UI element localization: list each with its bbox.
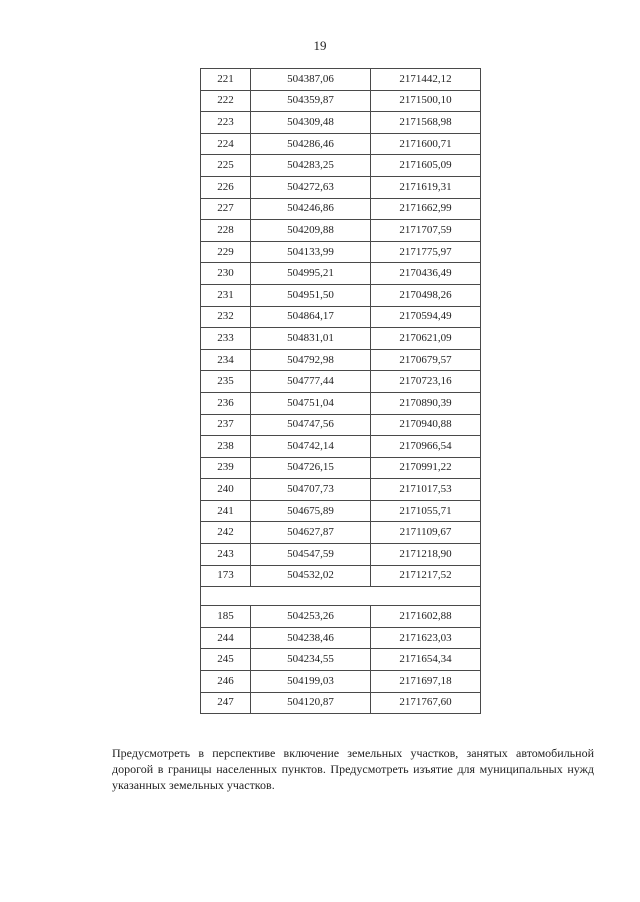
table-row [201,565,481,587]
table-row [201,371,481,393]
point-number-cell: 243 [201,544,251,566]
table-row [201,198,481,220]
point-number-cell: 225 [201,155,251,177]
y-coordinate-cell: 2171055,71 [371,500,481,522]
y-coordinate-cell: 2171602,88 [371,606,481,628]
table-row [201,606,481,628]
coordinates-table-body [201,69,481,714]
table-row [201,587,481,606]
x-coordinate-cell: 504238,46 [251,627,371,649]
x-coordinate-cell: 504726,15 [251,457,371,479]
table-row [201,544,481,566]
point-number-cell: 233 [201,328,251,350]
x-coordinate-cell: 504309,48 [251,112,371,134]
table-row [201,133,481,155]
point-number-cell: 235 [201,371,251,393]
table-row [201,671,481,693]
point-number-cell: 245 [201,649,251,671]
y-coordinate-cell: 2171619,31 [371,176,481,198]
y-coordinate-cell: 2171662,99 [371,198,481,220]
x-coordinate-cell: 504831,01 [251,328,371,350]
point-number-cell: 230 [201,263,251,285]
x-coordinate-cell: 504751,04 [251,392,371,414]
point-number-cell: 221 [201,69,251,91]
y-coordinate-cell: 2171109,67 [371,522,481,544]
table-row [201,306,481,328]
x-coordinate-cell: 504792,98 [251,349,371,371]
x-coordinate-cell: 504627,87 [251,522,371,544]
y-coordinate-cell: 2171623,03 [371,627,481,649]
table-row [201,241,481,263]
table-row [201,627,481,649]
y-coordinate-cell: 2170594,49 [371,306,481,328]
empty-separator-cell [201,587,481,606]
point-number-cell: 229 [201,241,251,263]
table-row [201,112,481,134]
table-row [201,176,481,198]
x-coordinate-cell: 504359,87 [251,90,371,112]
y-coordinate-cell: 2170436,49 [371,263,481,285]
point-number-cell: 223 [201,112,251,134]
table-row [201,155,481,177]
table-row [201,500,481,522]
y-coordinate-cell: 2170679,57 [371,349,481,371]
y-coordinate-cell: 2171697,18 [371,671,481,693]
point-number-cell: 227 [201,198,251,220]
x-coordinate-cell: 504532,02 [251,565,371,587]
table-row [201,457,481,479]
point-number-cell: 222 [201,90,251,112]
y-coordinate-cell: 2170723,16 [371,371,481,393]
point-number-cell: 232 [201,306,251,328]
x-coordinate-cell: 504283,25 [251,155,371,177]
x-coordinate-cell: 504234,55 [251,649,371,671]
table-row [201,328,481,350]
x-coordinate-cell: 504864,17 [251,306,371,328]
point-number-cell: 246 [201,671,251,693]
x-coordinate-cell: 504133,99 [251,241,371,263]
y-coordinate-cell: 2171654,34 [371,649,481,671]
table-row [201,263,481,285]
x-coordinate-cell: 504547,59 [251,544,371,566]
x-coordinate-cell: 504286,46 [251,133,371,155]
note-paragraph: Предусмотреть в перспективе включение земельных участков, занятых автомобильной дорогой в границы населенных пунктов. Предусмотреть изъятие для муниципальных нужд указанных земельных участков. [112,746,594,792]
y-coordinate-cell: 2171707,59 [371,220,481,242]
point-number-cell: 237 [201,414,251,436]
point-number-cell: 173 [201,565,251,587]
x-coordinate-cell: 504253,26 [251,606,371,628]
point-number-cell: 234 [201,349,251,371]
table-row [201,284,481,306]
y-coordinate-cell: 2170890,39 [371,392,481,414]
x-coordinate-cell: 504120,87 [251,692,371,714]
point-number-cell: 244 [201,627,251,649]
x-coordinate-cell: 504209,88 [251,220,371,242]
y-coordinate-cell: 2171017,53 [371,479,481,501]
x-coordinate-cell: 504995,21 [251,263,371,285]
y-coordinate-cell: 2170621,09 [371,328,481,350]
y-coordinate-cell: 2171767,60 [371,692,481,714]
point-number-cell: 241 [201,500,251,522]
y-coordinate-cell: 2171605,09 [371,155,481,177]
point-number-cell: 231 [201,284,251,306]
y-coordinate-cell: 2171500,10 [371,90,481,112]
coordinates-table [200,68,481,714]
point-number-cell: 239 [201,457,251,479]
table-row [201,414,481,436]
table-row [201,392,481,414]
point-number-cell: 236 [201,392,251,414]
x-coordinate-cell: 504951,50 [251,284,371,306]
y-coordinate-cell: 2171217,52 [371,565,481,587]
x-coordinate-cell: 504272,63 [251,176,371,198]
y-coordinate-cell: 2171600,71 [371,133,481,155]
page-number: 19 [313,38,327,53]
y-coordinate-cell: 2170498,26 [371,284,481,306]
x-coordinate-cell: 504707,73 [251,479,371,501]
table-row [201,522,481,544]
y-coordinate-cell: 2171218,90 [371,544,481,566]
point-number-cell: 228 [201,220,251,242]
table-row [201,349,481,371]
point-number-cell: 238 [201,436,251,458]
y-coordinate-cell: 2170966,54 [371,436,481,458]
x-coordinate-cell: 504199,03 [251,671,371,693]
table-row [201,220,481,242]
x-coordinate-cell: 504675,89 [251,500,371,522]
point-number-cell: 247 [201,692,251,714]
table-row [201,69,481,91]
x-coordinate-cell: 504387,06 [251,69,371,91]
table-row [201,436,481,458]
table-row [201,479,481,501]
x-coordinate-cell: 504777,44 [251,371,371,393]
point-number-cell: 242 [201,522,251,544]
point-number-cell: 185 [201,606,251,628]
x-coordinate-cell: 504742,14 [251,436,371,458]
y-coordinate-cell: 2170991,22 [371,457,481,479]
y-coordinate-cell: 2170940,88 [371,414,481,436]
x-coordinate-cell: 504246,86 [251,198,371,220]
y-coordinate-cell: 2171775,97 [371,241,481,263]
y-coordinate-cell: 2171442,12 [371,69,481,91]
y-coordinate-cell: 2171568,98 [371,112,481,134]
table-row [201,692,481,714]
table-row [201,649,481,671]
x-coordinate-cell: 504747,56 [251,414,371,436]
point-number-cell: 224 [201,133,251,155]
point-number-cell: 226 [201,176,251,198]
table-row [201,90,481,112]
point-number-cell: 240 [201,479,251,501]
